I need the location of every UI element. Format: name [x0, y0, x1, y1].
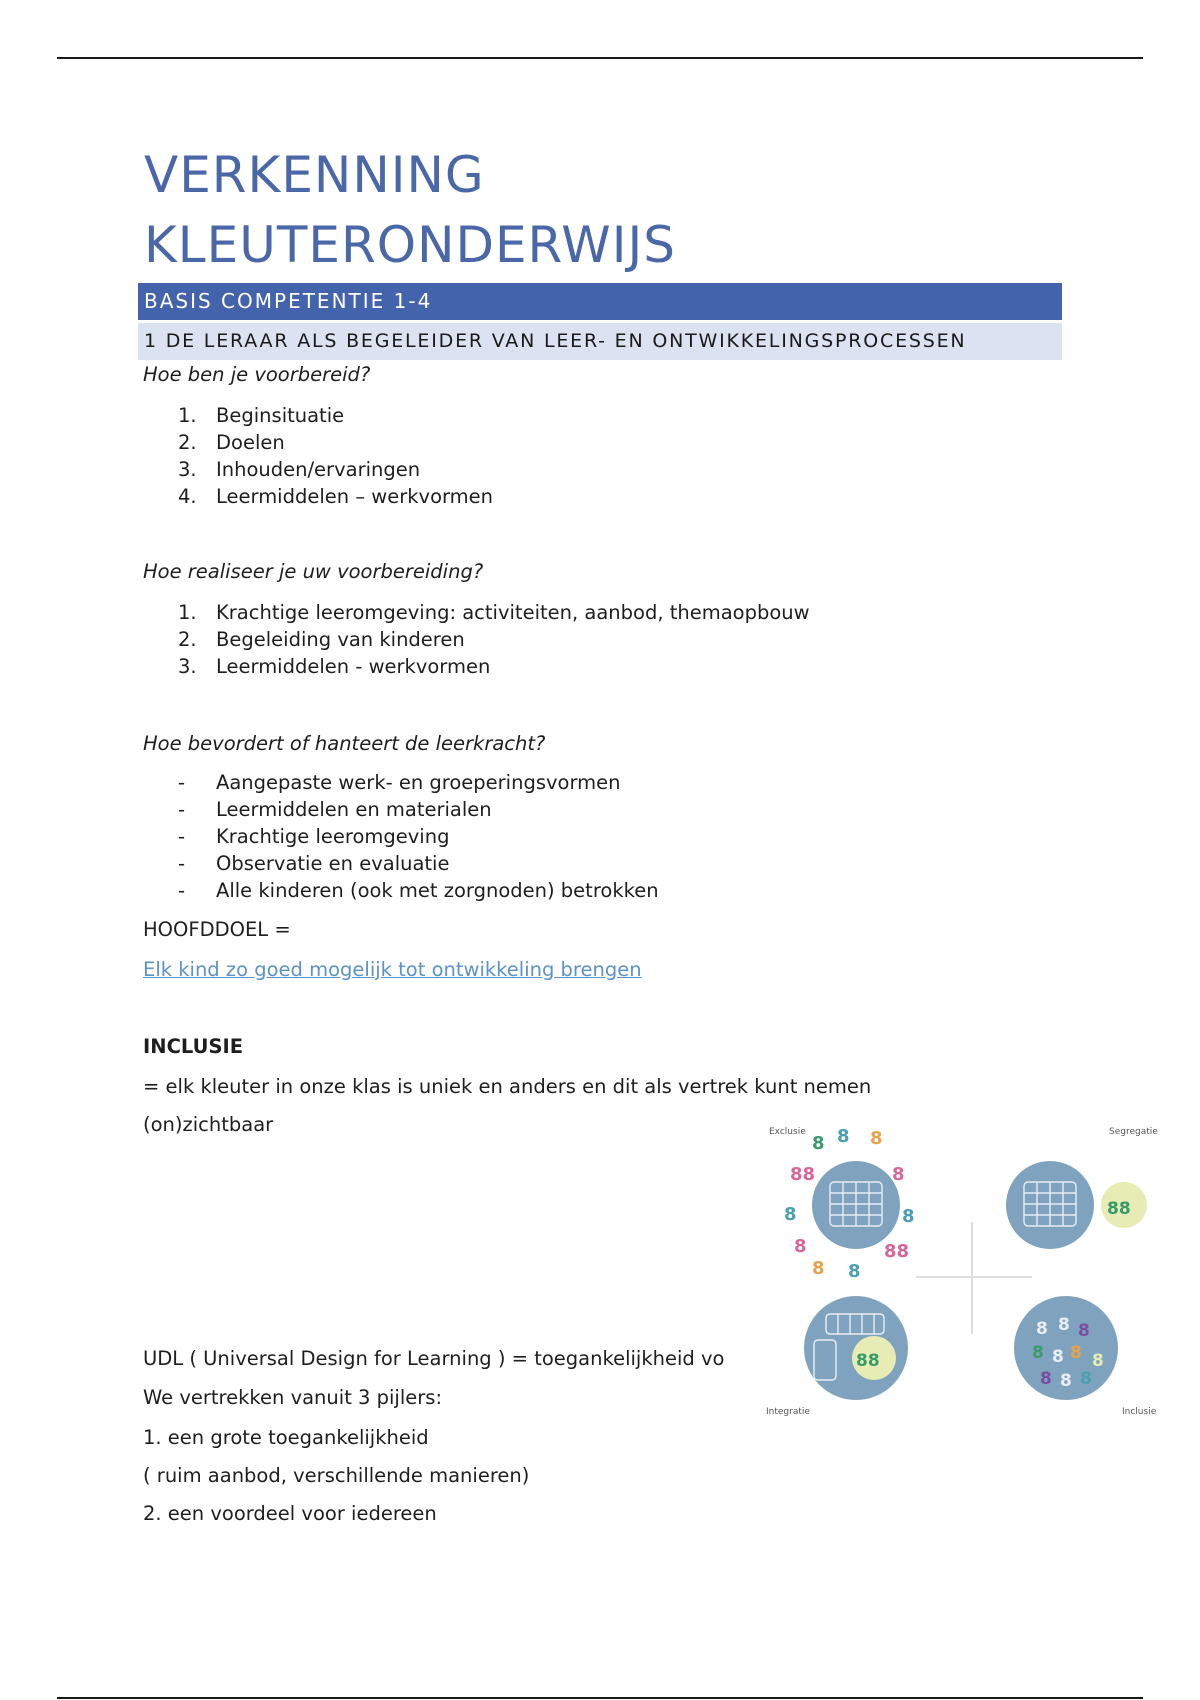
- svg-text:8: 8: [848, 1261, 861, 1282]
- inclusion-diagram: [752, 1122, 1170, 1422]
- list-item-marker: -: [178, 771, 186, 794]
- bottom-rule: [57, 1697, 1143, 1699]
- list-item-text: Doelen: [216, 431, 285, 454]
- pijler-1: 1. een grote toegankelijkheid: [143, 1426, 429, 1449]
- title-line-2: KLEUTERONDERWIJS: [144, 216, 676, 274]
- inclusion-diagram-svg: [752, 1122, 1170, 1422]
- hoofddoel-link[interactable]: Elk kind zo goed mogelijk tot ontwikkeling brengen: [143, 958, 642, 981]
- list-item: [178, 653, 810, 680]
- list-item-marker: -: [178, 798, 186, 821]
- svg-text:8: 8: [1040, 1369, 1052, 1389]
- question-bevordert: Hoe bevordert of hanteert de leerkracht?: [143, 732, 546, 755]
- list-item-text: Krachtige leeromgeving: activiteiten, aanbod, themaopbouw: [216, 601, 810, 624]
- onzichtbaar-text: (on)zichtbaar: [143, 1113, 274, 1136]
- svg-text:8: 8: [1036, 1319, 1048, 1339]
- list-voorbereid: [178, 402, 493, 510]
- svg-text:8: 8: [1092, 1351, 1104, 1371]
- udl-text: UDL ( Universal Design for Learning ) = toegankelijkheid vo: [143, 1347, 725, 1370]
- list-item-text: Observatie en evaluatie: [216, 852, 450, 875]
- title-line-1: VERKENNING: [144, 146, 485, 204]
- hoofddoel-label: HOOFDDOEL =: [143, 918, 291, 941]
- heading-basis-competentie: BASIS COMPETENTIE 1-4: [138, 283, 1062, 320]
- question-realiseer: Hoe realiseer je uw voorbereiding?: [143, 560, 484, 583]
- document-title: [144, 140, 1044, 280]
- svg-text:8: 8: [902, 1206, 915, 1227]
- label-exclusie: Exclusie: [769, 1127, 806, 1137]
- svg-text:8: 8: [870, 1128, 883, 1149]
- inclusie-heading: INCLUSIE: [143, 1035, 244, 1058]
- list-item: [178, 599, 810, 626]
- list-bevordert: [178, 769, 659, 904]
- list-realiseer: [178, 599, 810, 680]
- list-item: [178, 769, 659, 796]
- svg-text:8: 8: [1080, 1369, 1092, 1389]
- heading-leraar-begeleider: 1 DE LERAAR ALS BEGELEIDER VAN LEER- EN ONTWIKKELINGSPROCESSEN: [138, 323, 1062, 360]
- list-item-marker: 1.: [178, 404, 197, 427]
- list-item-text: Beginsituatie: [216, 404, 345, 427]
- svg-text:8: 8: [1070, 1343, 1082, 1363]
- label-segregatie: Segregatie: [1109, 1127, 1158, 1137]
- list-item-marker: -: [178, 852, 186, 875]
- list-item: [178, 823, 659, 850]
- svg-text:8: 8: [812, 1133, 825, 1154]
- list-item: [178, 877, 659, 904]
- list-item-marker: 1.: [178, 601, 197, 624]
- pijler-1-sub: ( ruim aanbod, verschillende manieren): [143, 1464, 530, 1487]
- inclusie-definition: = elk kleuter in onze klas is uniek en anders en dit als vertrek kunt nemen: [143, 1075, 872, 1098]
- list-item-marker: 3.: [178, 458, 197, 481]
- list-item-text: Aangepaste werk- en groeperingsvormen: [216, 771, 621, 794]
- svg-text:8: 8: [1052, 1347, 1064, 1367]
- svg-text:8: 8: [1032, 1343, 1044, 1363]
- svg-text:8: 8: [1060, 1371, 1072, 1391]
- svg-text:8: 8: [784, 1204, 797, 1225]
- label-inclusie: Inclusie: [1122, 1407, 1157, 1417]
- list-item: [178, 850, 659, 877]
- label-integratie: Integratie: [766, 1407, 810, 1417]
- list-item-text: Leermiddelen en materialen: [216, 798, 492, 821]
- svg-text:8: 8: [1058, 1315, 1070, 1335]
- pijlers-intro: We vertrekken vanuit 3 pijlers:: [143, 1386, 443, 1409]
- svg-text:8: 8: [794, 1236, 807, 1257]
- list-item-marker: 3.: [178, 655, 197, 678]
- svg-text:8: 8: [812, 1258, 825, 1279]
- question-voorbereid: Hoe ben je voorbereid?: [143, 363, 371, 386]
- list-item-text: Begeleiding van kinderen: [216, 628, 465, 651]
- integratie-kids: 88: [856, 1351, 880, 1371]
- list-item: [178, 429, 493, 456]
- list-item-text: Leermiddelen - werkvormen: [216, 655, 491, 678]
- segregatie-kids: 88: [1107, 1199, 1131, 1219]
- list-item-marker: 4.: [178, 485, 197, 508]
- list-item-marker: 2.: [178, 628, 197, 651]
- list-item: [178, 796, 659, 823]
- list-item: [178, 483, 493, 510]
- list-item: [178, 402, 493, 429]
- list-item: [178, 626, 810, 653]
- svg-text:8: 8: [837, 1126, 850, 1147]
- list-item-text: Krachtige leeromgeving: [216, 825, 450, 848]
- list-item-text: Leermiddelen – werkvormen: [216, 485, 494, 508]
- list-item-marker: -: [178, 879, 186, 902]
- list-item-text: Inhouden/ervaringen: [216, 458, 421, 481]
- svg-text:8: 8: [1078, 1321, 1090, 1341]
- svg-text:88: 88: [790, 1164, 816, 1185]
- list-item-marker: 2.: [178, 431, 197, 454]
- svg-text:8: 8: [892, 1164, 905, 1185]
- pijler-2: 2. een voordeel voor iedereen: [143, 1502, 437, 1525]
- list-item-marker: -: [178, 825, 186, 848]
- top-rule: [57, 57, 1143, 59]
- svg-text:88: 88: [884, 1241, 910, 1262]
- list-item: [178, 456, 493, 483]
- list-item-text: Alle kinderen (ook met zorgnoden) betrokken: [216, 879, 659, 902]
